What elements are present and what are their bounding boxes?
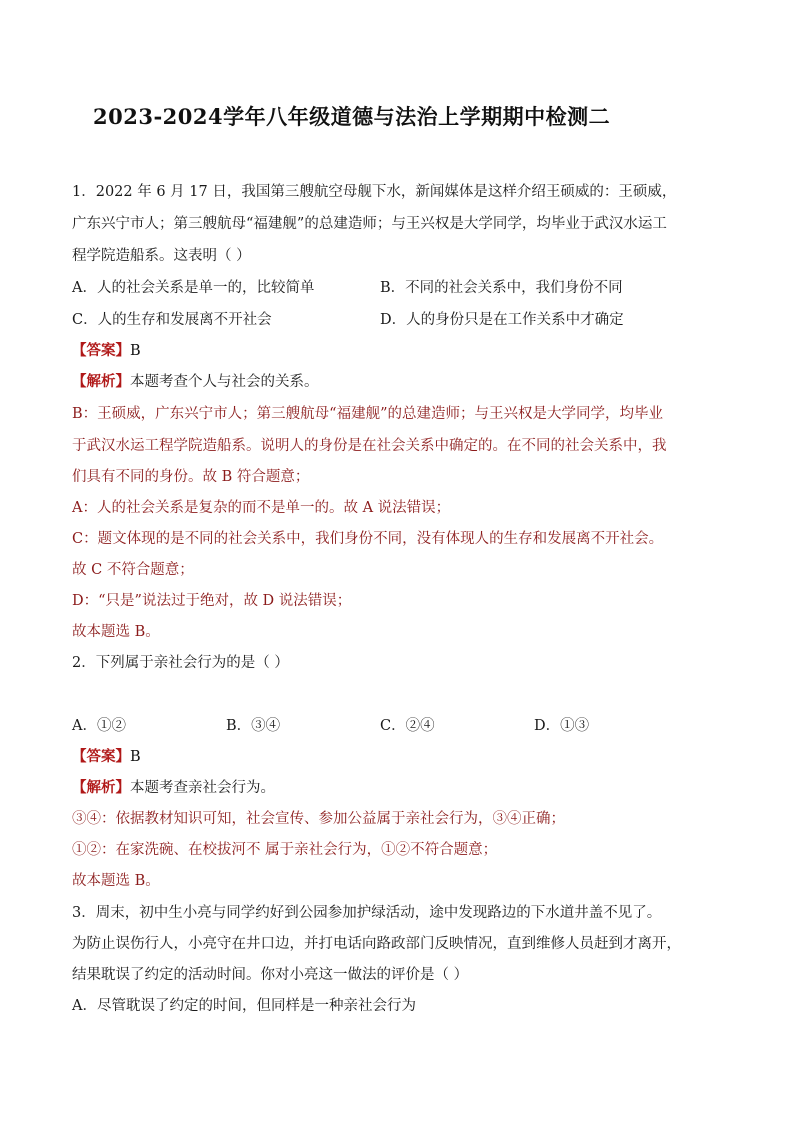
q1-answer-label: 【答案】 bbox=[72, 342, 130, 359]
q2-answer-value: B bbox=[130, 749, 141, 765]
q2-answer bbox=[72, 747, 732, 767]
q1-stem-line-1: 1．2022 年 6 月 17 日，我国第三艘航空母舰下水，新闻媒体是这样介绍王硕威的：王硕威， bbox=[72, 184, 677, 200]
q2-option-d: D．①③ bbox=[534, 718, 590, 734]
q1-option-a: A．人的社会关系是单一的，比较简单 bbox=[72, 280, 315, 296]
q1-explanation-c-line-1: C：题文体现的是不同的社会关系中，我们身份不同，没有体现人的生存和发展离不开社会。 bbox=[72, 531, 664, 547]
q1-explanation-b-line-3: 们具有不同的身份。故 B 符合题意； bbox=[72, 469, 310, 485]
page-title: 2023-2024学年八年级道德与法治上学期期中检测二 bbox=[93, 104, 611, 129]
q1-conclusion: 故本题选 B。 bbox=[72, 624, 160, 640]
q2-answer-label: 【答案】 bbox=[72, 748, 130, 765]
q2-explanation-12: ①②：在家洗碗、在校拔河不 属于亲社会行为，①②不符合题意； bbox=[72, 842, 498, 858]
q1-answer bbox=[72, 341, 732, 361]
q3-option-a: A．尽管耽误了约定的时间，但同样是一种亲社会行为 bbox=[72, 998, 416, 1014]
q1-stem-line-2: 广东兴宁市人；第三艘航母“福建舰”的总建造师；与王兴权是大学同学，均毕业于武汉水运工 bbox=[72, 216, 667, 232]
q1-explanation-a: A：人的社会关系是复杂的而不是单一的。故 A 说法错误； bbox=[72, 500, 451, 516]
q2-analysis bbox=[72, 778, 732, 798]
q1-explanation-d: D：“只是”说法过于绝对，故 D 说法错误； bbox=[72, 593, 352, 609]
q1-analysis-intro: 本题考查个人与社会的关系。 bbox=[130, 374, 319, 390]
q2-stem: 2．下列属于亲社会行为的是（ ） bbox=[72, 655, 289, 671]
q1-explanation-b-line-2: 于武汉水运工程学院造船系。说明人的身份是在社会关系中确定的。在不同的社会关系中，我 bbox=[72, 438, 667, 454]
q1-explanation-c-line-2: 故 C 不符合题意； bbox=[72, 562, 194, 578]
q2-explanation-34: ③④：依据教材知识可知，社会宣传、参加公益属于亲社会行为，③④正确； bbox=[72, 811, 565, 827]
q1-analysis bbox=[72, 372, 732, 392]
q1-option-b: B．不同的社会关系中，我们身份不同 bbox=[380, 280, 623, 296]
q2-conclusion: 故本题选 B。 bbox=[72, 873, 160, 889]
q2-option-c: C．②④ bbox=[380, 718, 435, 734]
q1-option-c: C．人的生存和发展离不开社会 bbox=[72, 312, 272, 328]
q2-option-b: B．③④ bbox=[226, 718, 281, 734]
q1-stem-line-3: 程学院造船系。这表明（ ） bbox=[72, 248, 251, 264]
q2-option-a: A．①② bbox=[72, 718, 126, 734]
q1-explanation-b-line-1: B：王硕威，广东兴宁市人；第三艘航母“福建舰”的总建造师；与王兴权是大学同学，均毕业 bbox=[72, 406, 663, 422]
q2-analysis-intro: 本题考查亲社会行为。 bbox=[130, 780, 275, 796]
q3-stem-line-3: 结果耽误了约定的活动时间。你对小亮这一做法的评价是（ ） bbox=[72, 967, 469, 983]
q1-answer-value: B bbox=[130, 343, 141, 359]
q1-analysis-label: 【解析】 bbox=[72, 373, 130, 390]
q1-option-d: D．人的身份只是在工作关系中才确定 bbox=[380, 312, 624, 328]
q3-stem-line-1: 3．周末，初中生小亮与同学约好到公园参加护绿活动，途中发现路边的下水道井盖不见了。 bbox=[72, 905, 662, 921]
q2-analysis-label: 【解析】 bbox=[72, 779, 130, 796]
q3-stem-line-2: 为防止误伤行人，小亮守在井口边，并打电话向路政部门反映情况，直到维修人员赶到才离开， bbox=[72, 936, 681, 952]
